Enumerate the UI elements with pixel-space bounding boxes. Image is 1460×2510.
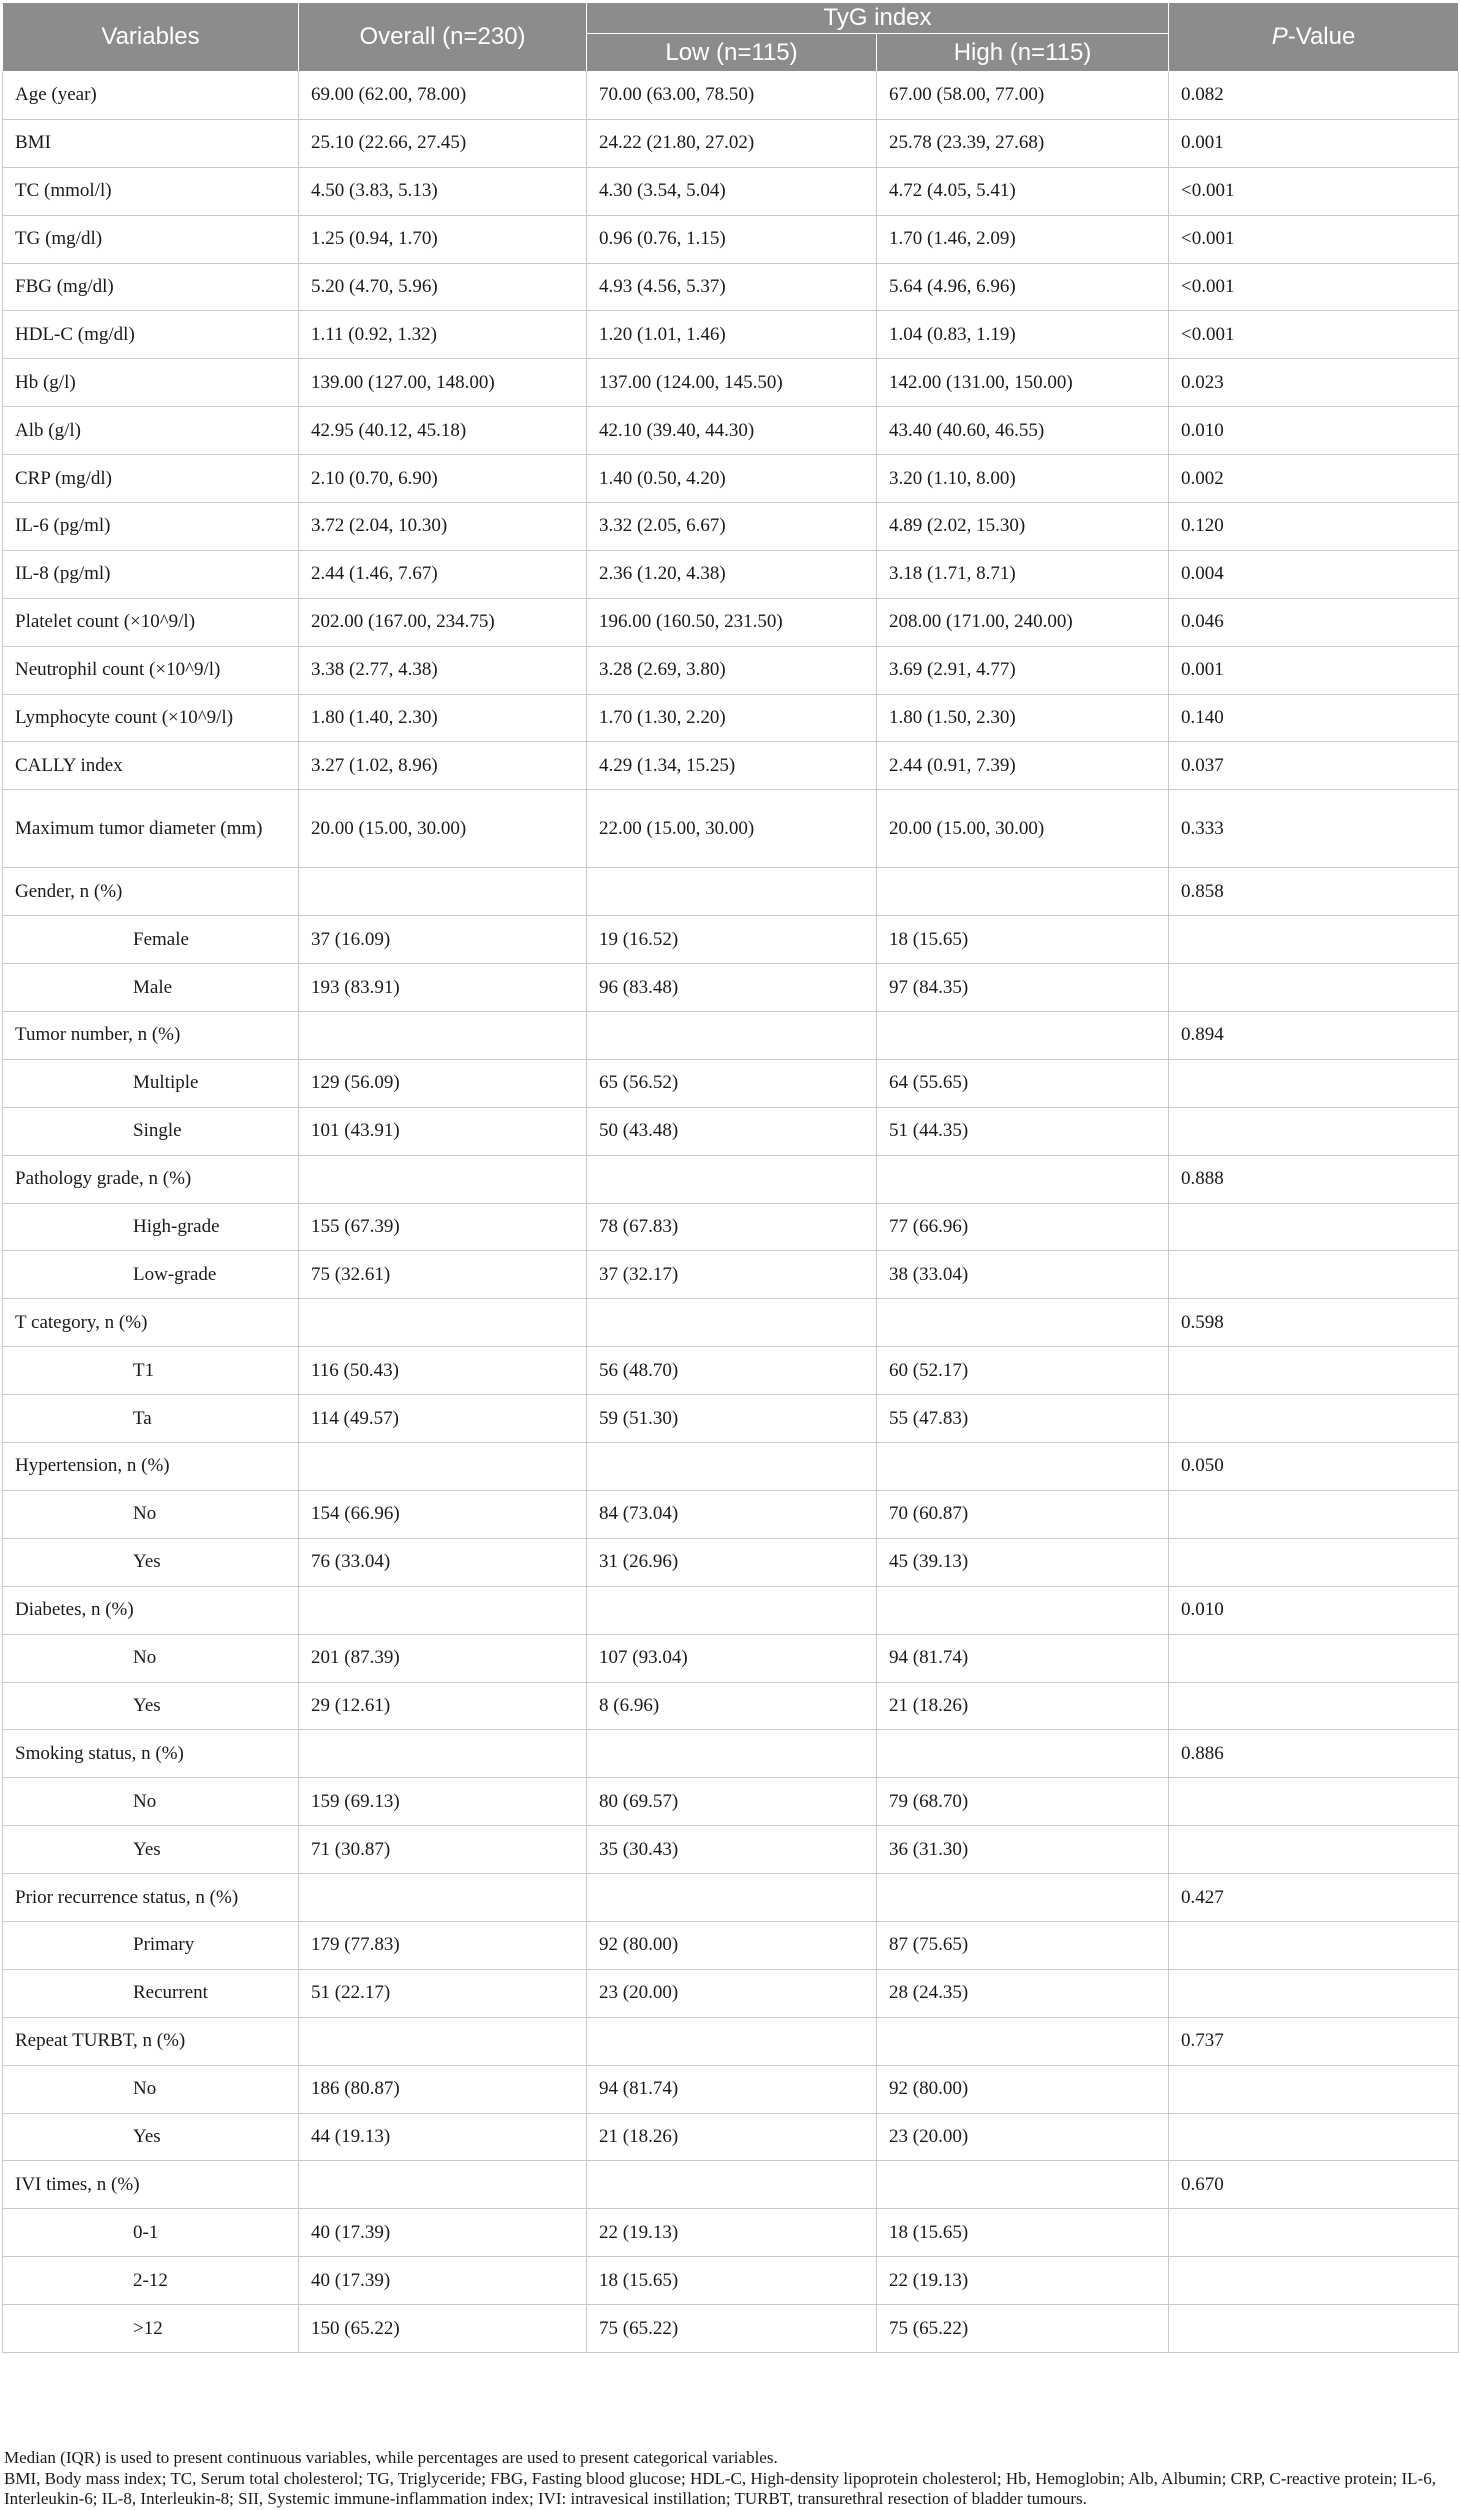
table-row [3, 1874, 1459, 1922]
p-value-cell: <0.001 [1169, 263, 1459, 311]
variable-cell: Prior recurrence status, n (%) [3, 1874, 299, 1922]
overall-cell: 75 (32.61) [299, 1251, 587, 1299]
variable-cell: Tumor number, n (%) [3, 1012, 299, 1060]
table-row [3, 1012, 1459, 1060]
table-row [3, 167, 1459, 215]
p-value-cell: 0.858 [1169, 868, 1459, 916]
overall-cell: 25.10 (22.66, 27.45) [299, 119, 587, 167]
overall-cell: 4.50 (3.83, 5.13) [299, 167, 587, 215]
p-value-cell: <0.001 [1169, 311, 1459, 359]
overall-cell: 1.80 (1.40, 2.30) [299, 694, 587, 742]
overall-cell: 201 (87.39) [299, 1634, 587, 1682]
p-value-cell: <0.001 [1169, 167, 1459, 215]
low-cell: 2.36 (1.20, 4.38) [587, 550, 877, 598]
low-cell: 1.40 (0.50, 4.20) [587, 455, 877, 503]
p-value-cell: 0.010 [1169, 1586, 1459, 1634]
low-cell: 59 (51.30) [587, 1395, 877, 1443]
high-cell: 77 (66.96) [877, 1203, 1169, 1251]
p-value-cell: 0.894 [1169, 1012, 1459, 1060]
high-cell: 23 (20.00) [877, 2113, 1169, 2161]
variable-cell: Female [3, 916, 299, 964]
variable-cell: TC (mmol/l) [3, 167, 299, 215]
low-cell: 3.28 (2.69, 3.80) [587, 646, 877, 694]
high-cell [877, 1730, 1169, 1778]
table-row [3, 2305, 1459, 2353]
low-cell: 31 (26.96) [587, 1538, 877, 1586]
high-cell: 51 (44.35) [877, 1107, 1169, 1155]
p-value-cell [1169, 2065, 1459, 2113]
table-row [3, 1490, 1459, 1538]
variable-cell: 0-1 [3, 2209, 299, 2257]
p-value-cell: 0.737 [1169, 2017, 1459, 2065]
variable-cell: Yes [3, 1682, 299, 1730]
variable-cell: Platelet count (×10^9/l) [3, 598, 299, 646]
high-cell: 97 (84.35) [877, 964, 1169, 1012]
table-row [3, 1586, 1459, 1634]
low-cell: 80 (69.57) [587, 1778, 877, 1826]
high-cell: 5.64 (4.96, 6.96) [877, 263, 1169, 311]
table-row [3, 1107, 1459, 1155]
high-cell: 45 (39.13) [877, 1538, 1169, 1586]
variable-cell: Hb (g/l) [3, 359, 299, 407]
table-row [3, 359, 1459, 407]
overall-cell: 5.20 (4.70, 5.96) [299, 263, 587, 311]
high-cell: 55 (47.83) [877, 1395, 1169, 1443]
low-cell: 42.10 (39.40, 44.30) [587, 407, 877, 455]
p-value-cell: <0.001 [1169, 215, 1459, 263]
high-cell: 92 (80.00) [877, 2065, 1169, 2113]
low-cell [587, 1874, 877, 1922]
variable-cell: No [3, 2065, 299, 2113]
overall-cell [299, 2161, 587, 2209]
variable-cell: IL-8 (pg/ml) [3, 550, 299, 598]
table-row [3, 311, 1459, 359]
variable-cell: IVI times, n (%) [3, 2161, 299, 2209]
variable-cell: Yes [3, 1826, 299, 1874]
variable-cell: Alb (g/l) [3, 407, 299, 455]
table-row [3, 1443, 1459, 1491]
low-cell: 196.00 (160.50, 231.50) [587, 598, 877, 646]
low-cell: 22.00 (15.00, 30.00) [587, 790, 877, 868]
low-cell: 3.32 (2.05, 6.67) [587, 503, 877, 551]
table-row [3, 2257, 1459, 2305]
low-cell: 4.29 (1.34, 15.25) [587, 742, 877, 790]
variable-cell: Diabetes, n (%) [3, 1586, 299, 1634]
variable-cell: Gender, n (%) [3, 868, 299, 916]
p-value-cell [1169, 2257, 1459, 2305]
table-row [3, 2161, 1459, 2209]
overall-cell [299, 1012, 587, 1060]
overall-cell: 179 (77.83) [299, 1921, 587, 1969]
low-cell: 78 (67.83) [587, 1203, 877, 1251]
low-cell: 0.96 (0.76, 1.15) [587, 215, 877, 263]
high-cell [877, 2161, 1169, 2209]
p-value-cell [1169, 1778, 1459, 1826]
variable-cell: T category, n (%) [3, 1299, 299, 1347]
high-cell: 70 (60.87) [877, 1490, 1169, 1538]
p-value-cell: 0.001 [1169, 119, 1459, 167]
header-overall: Overall (n=230) [299, 3, 587, 72]
high-cell: 60 (52.17) [877, 1347, 1169, 1395]
overall-cell: 40 (17.39) [299, 2257, 587, 2305]
p-value-cell: 0.333 [1169, 790, 1459, 868]
high-cell: 4.72 (4.05, 5.41) [877, 167, 1169, 215]
overall-cell: 193 (83.91) [299, 964, 587, 1012]
low-cell: 21 (18.26) [587, 2113, 877, 2161]
variable-cell: Primary [3, 1921, 299, 1969]
variable-cell: Low-grade [3, 1251, 299, 1299]
low-cell: 1.20 (1.01, 1.46) [587, 311, 877, 359]
variable-cell: Maximum tumor diameter (mm) [3, 790, 299, 868]
overall-cell [299, 2017, 587, 2065]
variable-cell: CALLY index [3, 742, 299, 790]
high-cell: 28 (24.35) [877, 1969, 1169, 2017]
high-cell: 87 (75.65) [877, 1921, 1169, 1969]
high-cell: 75 (65.22) [877, 2305, 1169, 2353]
p-value-cell: 0.004 [1169, 550, 1459, 598]
p-value-cell: 0.046 [1169, 598, 1459, 646]
footnote-abbreviations: BMI, Body mass index; TC, Serum total cholesterol; TG, Triglyceride; FBG, Fasting blood glucose; HDL-C, High-density lipoprotein cholesterol; Hb, Hemoglobin; Alb, Albumin; CRP, C-reactive protein; IL-6, Interleukin-6; IL-8, Interleukin-8; SII, Systemic immune-inflammation index; IVI: intravesical instillation; TURBT, transurethral resection of bladder tumours. [4, 2468, 1436, 2508]
table-body [3, 72, 1459, 2353]
high-cell [877, 1299, 1169, 1347]
p-value-cell [1169, 2305, 1459, 2353]
low-cell: 107 (93.04) [587, 1634, 877, 1682]
p-value-cell [1169, 1395, 1459, 1443]
overall-cell: 150 (65.22) [299, 2305, 587, 2353]
high-cell [877, 1443, 1169, 1491]
overall-cell: 42.95 (40.12, 45.18) [299, 407, 587, 455]
high-cell: 67.00 (58.00, 77.00) [877, 72, 1169, 120]
table-row [3, 1347, 1459, 1395]
header-high: High (n=115) [877, 34, 1169, 72]
high-cell: 79 (68.70) [877, 1778, 1169, 1826]
overall-cell [299, 1443, 587, 1491]
high-cell: 1.70 (1.46, 2.09) [877, 215, 1169, 263]
table-row [3, 263, 1459, 311]
high-cell: 18 (15.65) [877, 916, 1169, 964]
low-cell: 65 (56.52) [587, 1059, 877, 1107]
p-value-cell [1169, 2209, 1459, 2257]
p-value-cell: 0.023 [1169, 359, 1459, 407]
low-cell: 96 (83.48) [587, 964, 877, 1012]
p-value-cell: 0.140 [1169, 694, 1459, 742]
p-value-cell [1169, 1490, 1459, 1538]
overall-cell: 69.00 (62.00, 78.00) [299, 72, 587, 120]
low-cell: 56 (48.70) [587, 1347, 877, 1395]
low-cell: 4.30 (3.54, 5.04) [587, 167, 877, 215]
high-cell: 64 (55.65) [877, 1059, 1169, 1107]
table-row [3, 503, 1459, 551]
table-row [3, 1538, 1459, 1586]
variable-cell: HDL-C (mg/dl) [3, 311, 299, 359]
low-cell [587, 1586, 877, 1634]
variable-cell: Yes [3, 1538, 299, 1586]
low-cell [587, 868, 877, 916]
high-cell: 142.00 (131.00, 150.00) [877, 359, 1169, 407]
baseline-characteristics-table [2, 2, 1459, 2353]
p-value-cell [1169, 1107, 1459, 1155]
variable-cell: Hypertension, n (%) [3, 1443, 299, 1491]
table-row [3, 2209, 1459, 2257]
overall-cell: 1.11 (0.92, 1.32) [299, 311, 587, 359]
variable-cell: IL-6 (pg/ml) [3, 503, 299, 551]
variable-cell: No [3, 1634, 299, 1682]
low-cell: 8 (6.96) [587, 1682, 877, 1730]
table-row [3, 790, 1459, 868]
overall-cell: 3.72 (2.04, 10.30) [299, 503, 587, 551]
variable-cell: No [3, 1778, 299, 1826]
low-cell: 75 (65.22) [587, 2305, 877, 2353]
overall-cell: 202.00 (167.00, 234.75) [299, 598, 587, 646]
table-row [3, 1826, 1459, 1874]
table-row [3, 646, 1459, 694]
variable-cell: Yes [3, 2113, 299, 2161]
overall-cell: 71 (30.87) [299, 1826, 587, 1874]
high-cell: 21 (18.26) [877, 1682, 1169, 1730]
p-value-cell [1169, 1969, 1459, 2017]
table-row [3, 1730, 1459, 1778]
table-row [3, 1778, 1459, 1826]
table-row [3, 598, 1459, 646]
high-cell: 36 (31.30) [877, 1826, 1169, 1874]
p-value-italic: P [1271, 23, 1288, 50]
overall-cell [299, 1730, 587, 1778]
low-cell [587, 1012, 877, 1060]
variable-cell: Pathology grade, n (%) [3, 1155, 299, 1203]
table-row [3, 550, 1459, 598]
table-row [3, 1969, 1459, 2017]
low-cell: 24.22 (21.80, 27.02) [587, 119, 877, 167]
overall-cell: 154 (66.96) [299, 1490, 587, 1538]
high-cell [877, 1012, 1169, 1060]
low-cell: 92 (80.00) [587, 1921, 877, 1969]
table-row [3, 1059, 1459, 1107]
table-row [3, 119, 1459, 167]
p-value-cell: 0.888 [1169, 1155, 1459, 1203]
high-cell: 2.44 (0.91, 7.39) [877, 742, 1169, 790]
low-cell: 70.00 (63.00, 78.50) [587, 72, 877, 120]
high-cell [877, 1155, 1169, 1203]
high-cell [877, 2017, 1169, 2065]
variable-cell: T1 [3, 1347, 299, 1395]
low-cell: 23 (20.00) [587, 1969, 877, 2017]
high-cell [877, 868, 1169, 916]
overall-cell: 40 (17.39) [299, 2209, 587, 2257]
high-cell: 3.18 (1.71, 8.71) [877, 550, 1169, 598]
p-value-cell [1169, 964, 1459, 1012]
variable-cell: Single [3, 1107, 299, 1155]
table-row [3, 1251, 1459, 1299]
overall-cell [299, 1155, 587, 1203]
variable-cell: Male [3, 964, 299, 1012]
high-cell: 94 (81.74) [877, 1634, 1169, 1682]
table-row [3, 1155, 1459, 1203]
variable-cell: Age (year) [3, 72, 299, 120]
table-row [3, 72, 1459, 120]
low-cell: 35 (30.43) [587, 1826, 877, 1874]
overall-cell: 29 (12.61) [299, 1682, 587, 1730]
overall-cell [299, 1874, 587, 1922]
table-row [3, 1634, 1459, 1682]
table-row [3, 964, 1459, 1012]
table-row [3, 1921, 1459, 1969]
low-cell: 4.93 (4.56, 5.37) [587, 263, 877, 311]
p-value-cell [1169, 1251, 1459, 1299]
variable-cell: 2-12 [3, 2257, 299, 2305]
variable-cell: Repeat TURBT, n (%) [3, 2017, 299, 2065]
high-cell: 38 (33.04) [877, 1251, 1169, 1299]
low-cell: 50 (43.48) [587, 1107, 877, 1155]
variable-cell: Neutrophil count (×10^9/l) [3, 646, 299, 694]
table-row [3, 1395, 1459, 1443]
table-row [3, 742, 1459, 790]
p-value-suffix: -Value [1287, 23, 1356, 50]
variable-cell: FBG (mg/dl) [3, 263, 299, 311]
overall-cell: 76 (33.04) [299, 1538, 587, 1586]
p-value-cell: 0.010 [1169, 407, 1459, 455]
overall-cell: 101 (43.91) [299, 1107, 587, 1155]
p-value-cell [1169, 1682, 1459, 1730]
table-header [3, 3, 1459, 72]
p-value-cell [1169, 1538, 1459, 1586]
high-cell [877, 1874, 1169, 1922]
overall-cell: 3.27 (1.02, 8.96) [299, 742, 587, 790]
overall-cell [299, 1586, 587, 1634]
variable-cell: Lymphocyte count (×10^9/l) [3, 694, 299, 742]
p-value-cell [1169, 1203, 1459, 1251]
low-cell: 84 (73.04) [587, 1490, 877, 1538]
low-cell: 19 (16.52) [587, 916, 877, 964]
low-cell: 22 (19.13) [587, 2209, 877, 2257]
low-cell [587, 2017, 877, 2065]
header-p-value [1169, 3, 1459, 72]
high-cell: 1.80 (1.50, 2.30) [877, 694, 1169, 742]
variable-cell: BMI [3, 119, 299, 167]
table-row [3, 1299, 1459, 1347]
high-cell: 22 (19.13) [877, 2257, 1169, 2305]
high-cell: 20.00 (15.00, 30.00) [877, 790, 1169, 868]
p-value-cell [1169, 1634, 1459, 1682]
p-value-cell [1169, 1826, 1459, 1874]
table-row [3, 2065, 1459, 2113]
p-value-cell: 0.082 [1169, 72, 1459, 120]
low-cell: 137.00 (124.00, 145.50) [587, 359, 877, 407]
table-row [3, 2113, 1459, 2161]
overall-cell: 2.44 (1.46, 7.67) [299, 550, 587, 598]
overall-cell [299, 1299, 587, 1347]
variable-cell: No [3, 1490, 299, 1538]
p-value-cell: 0.050 [1169, 1443, 1459, 1491]
overall-cell: 1.25 (0.94, 1.70) [299, 215, 587, 263]
overall-cell: 114 (49.57) [299, 1395, 587, 1443]
variable-cell: TG (mg/dl) [3, 215, 299, 263]
overall-cell: 44 (19.13) [299, 2113, 587, 2161]
table-footnotes [4, 2448, 1454, 2510]
low-cell: 1.70 (1.30, 2.20) [587, 694, 877, 742]
overall-cell: 37 (16.09) [299, 916, 587, 964]
variable-cell: CRP (mg/dl) [3, 455, 299, 503]
low-cell: 94 (81.74) [587, 2065, 877, 2113]
overall-cell: 155 (67.39) [299, 1203, 587, 1251]
header-tyg-index: TyG index [587, 3, 1169, 34]
high-cell: 3.69 (2.91, 4.77) [877, 646, 1169, 694]
high-cell: 4.89 (2.02, 15.30) [877, 503, 1169, 551]
p-value-cell: 0.002 [1169, 455, 1459, 503]
p-value-cell: 0.886 [1169, 1730, 1459, 1778]
p-value-cell: 0.001 [1169, 646, 1459, 694]
footnote-median: Median (IQR) is used to present continuous variables, while percentages are used to present categorical variables. [4, 2448, 778, 2467]
low-cell [587, 2161, 877, 2209]
p-value-cell [1169, 1347, 1459, 1395]
table-row [3, 407, 1459, 455]
p-value-cell: 0.670 [1169, 2161, 1459, 2209]
variable-cell: High-grade [3, 1203, 299, 1251]
overall-cell: 51 (22.17) [299, 1969, 587, 2017]
overall-cell: 129 (56.09) [299, 1059, 587, 1107]
high-cell: 1.04 (0.83, 1.19) [877, 311, 1169, 359]
high-cell: 43.40 (40.60, 46.55) [877, 407, 1169, 455]
low-cell: 18 (15.65) [587, 2257, 877, 2305]
p-value-cell: 0.037 [1169, 742, 1459, 790]
p-value-cell: 0.598 [1169, 1299, 1459, 1347]
overall-cell [299, 868, 587, 916]
overall-cell: 139.00 (127.00, 148.00) [299, 359, 587, 407]
low-cell [587, 1155, 877, 1203]
p-value-cell [1169, 1921, 1459, 1969]
p-value-cell [1169, 916, 1459, 964]
overall-cell: 159 (69.13) [299, 1778, 587, 1826]
header-low: Low (n=115) [587, 34, 877, 72]
p-value-cell: 0.120 [1169, 503, 1459, 551]
overall-cell: 3.38 (2.77, 4.38) [299, 646, 587, 694]
table-row [3, 2017, 1459, 2065]
variable-cell: >12 [3, 2305, 299, 2353]
overall-cell: 2.10 (0.70, 6.90) [299, 455, 587, 503]
variable-cell: Multiple [3, 1059, 299, 1107]
high-cell: 25.78 (23.39, 27.68) [877, 119, 1169, 167]
variable-cell: Ta [3, 1395, 299, 1443]
table-row [3, 868, 1459, 916]
high-cell: 3.20 (1.10, 8.00) [877, 455, 1169, 503]
table-row [3, 1203, 1459, 1251]
table-row [3, 1682, 1459, 1730]
overall-cell: 20.00 (15.00, 30.00) [299, 790, 587, 868]
table-row [3, 215, 1459, 263]
high-cell [877, 1586, 1169, 1634]
high-cell: 18 (15.65) [877, 2209, 1169, 2257]
variable-cell: Recurrent [3, 1969, 299, 2017]
table-row [3, 916, 1459, 964]
low-cell [587, 1299, 877, 1347]
p-value-cell: 0.427 [1169, 1874, 1459, 1922]
low-cell [587, 1730, 877, 1778]
p-value-cell [1169, 1059, 1459, 1107]
table-row [3, 694, 1459, 742]
table-row [3, 455, 1459, 503]
header-variables: Variables [3, 3, 299, 72]
overall-cell: 186 (80.87) [299, 2065, 587, 2113]
variable-cell: Smoking status, n (%) [3, 1730, 299, 1778]
overall-cell: 116 (50.43) [299, 1347, 587, 1395]
low-cell: 37 (32.17) [587, 1251, 877, 1299]
low-cell [587, 1443, 877, 1491]
p-value-cell [1169, 2113, 1459, 2161]
high-cell: 208.00 (171.00, 240.00) [877, 598, 1169, 646]
